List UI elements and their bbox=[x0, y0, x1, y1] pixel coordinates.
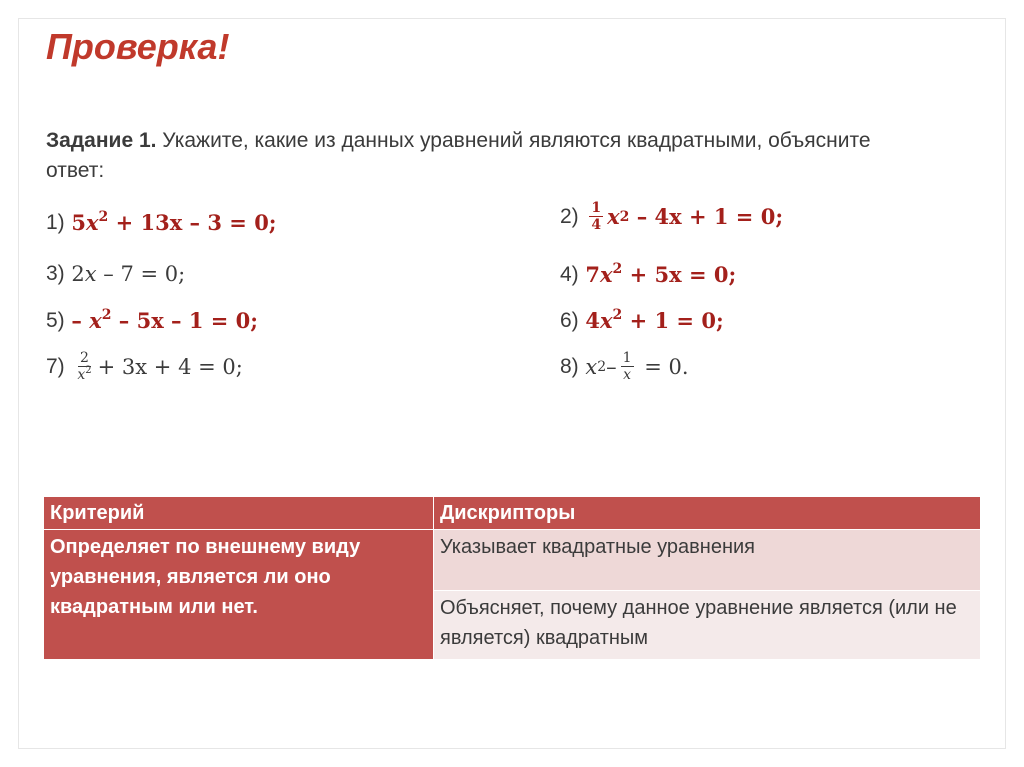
task-text: Укажите, какие из данных уравнений являются квадратными, объясните ответ: bbox=[46, 129, 871, 182]
slide-title: Проверка! bbox=[46, 26, 230, 67]
table-row bbox=[44, 530, 981, 591]
fraction: $\frac{1}{x}$ bbox=[622, 350, 632, 383]
equation-number: 6) bbox=[560, 308, 579, 332]
equation-body: $4x^2 + 1 = 0$; bbox=[585, 307, 724, 333]
equation-body: x 2 – $\frac{1}{x}$ = 0. bbox=[585, 350, 689, 383]
equation-number: 5) bbox=[46, 308, 65, 332]
criteria-table bbox=[43, 496, 981, 660]
equation-number: 7) bbox=[46, 354, 65, 378]
equation-body: $5x^2 + 13x - 3 = 0$; bbox=[71, 209, 277, 235]
table-header-row bbox=[44, 497, 981, 530]
criterion-cell: Определяет по внешнему виду уравнения, является ли оно квадратным или нет. bbox=[44, 530, 434, 660]
equation-number: 1) bbox=[46, 210, 65, 234]
equation-7 bbox=[46, 350, 243, 383]
equation-body: $7x^2 + 5x = 0$; bbox=[585, 261, 737, 287]
equation-2 bbox=[560, 200, 783, 233]
task-label: Задание 1. bbox=[46, 129, 157, 152]
fraction: $\frac{1}{4}$ bbox=[591, 200, 602, 233]
header-criterion: Критерий bbox=[44, 497, 434, 530]
equation-8 bbox=[560, 350, 689, 383]
equation-number: 2) bbox=[560, 204, 579, 228]
descriptor-cell: Объясняет, почему данное уравнение является (или не является) квадратным bbox=[434, 591, 981, 660]
task-statement bbox=[46, 126, 926, 186]
header-descriptors: Дискрипторы bbox=[434, 497, 981, 530]
equation-number: 4) bbox=[560, 262, 579, 286]
equation-4 bbox=[560, 262, 736, 287]
equation-body: $\frac{2}{x^2}$ + 3x + 4 = 0; bbox=[77, 350, 243, 383]
equation-number: 8) bbox=[560, 354, 579, 378]
descriptor-cell: Указывает квадратные уравнения bbox=[434, 530, 981, 591]
equation-number: 3) bbox=[46, 262, 65, 285]
equation-3 bbox=[46, 262, 185, 286]
fraction: $\frac{2}{x^2}$ bbox=[77, 350, 92, 383]
equation-6 bbox=[560, 308, 724, 333]
equation-body: – $x^2 - 5x - 1 = 0$; bbox=[71, 307, 259, 333]
equation-5 bbox=[46, 308, 258, 333]
equation-body: 2x – 7 = 0; bbox=[71, 262, 186, 286]
equation-1 bbox=[46, 210, 277, 235]
equation-body: $\frac{1}{4}$ x 2 – 4x + 1 = 0; bbox=[591, 200, 784, 233]
